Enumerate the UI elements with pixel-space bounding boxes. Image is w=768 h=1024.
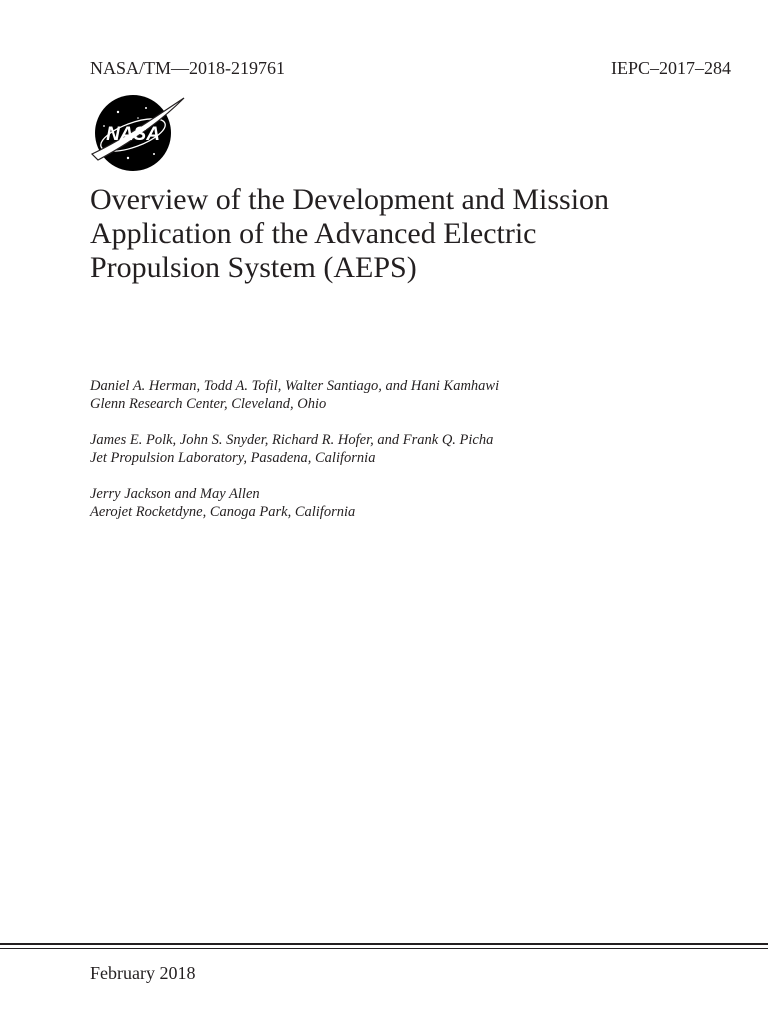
document-title xyxy=(90,183,730,285)
author-names: Jerry Jackson and May Allen xyxy=(90,486,260,502)
author-names: Daniel A. Herman, Todd A. Tofil, Walter Santiago, and Hani Kamhawi xyxy=(90,378,500,394)
author-affiliation: Glenn Research Center, Cleveland, Ohio xyxy=(90,396,327,412)
conference-number: IEPC–2017–284 xyxy=(610,58,731,78)
nasa-logo xyxy=(88,90,188,176)
nasa-meatball-icon xyxy=(88,90,188,176)
author-group-glenn xyxy=(90,377,730,413)
report-number: NASA/TM—2018-219761 xyxy=(90,58,286,78)
footer-rule-thin xyxy=(0,948,768,949)
logo-text: NASA xyxy=(106,124,160,145)
author-group-aerojet xyxy=(90,485,730,521)
author-group-jpl xyxy=(90,431,730,467)
publication-date: February 2018 xyxy=(90,963,196,983)
author-names: James E. Polk, John S. Snyder, Richard R. Hofer, and Frank Q. Picha xyxy=(90,432,494,448)
title-line: Application of the Advanced Electric xyxy=(90,217,537,250)
footer-rule-thick xyxy=(0,943,768,945)
title-line: Overview of the Development and Mission xyxy=(90,183,610,216)
author-affiliation: Jet Propulsion Laboratory, Pasadena, California xyxy=(90,450,376,466)
title-line: Propulsion System (AEPS) xyxy=(90,251,417,284)
author-list xyxy=(90,377,730,539)
author-affiliation: Aerojet Rocketdyne, Canoga Park, California xyxy=(90,504,356,520)
